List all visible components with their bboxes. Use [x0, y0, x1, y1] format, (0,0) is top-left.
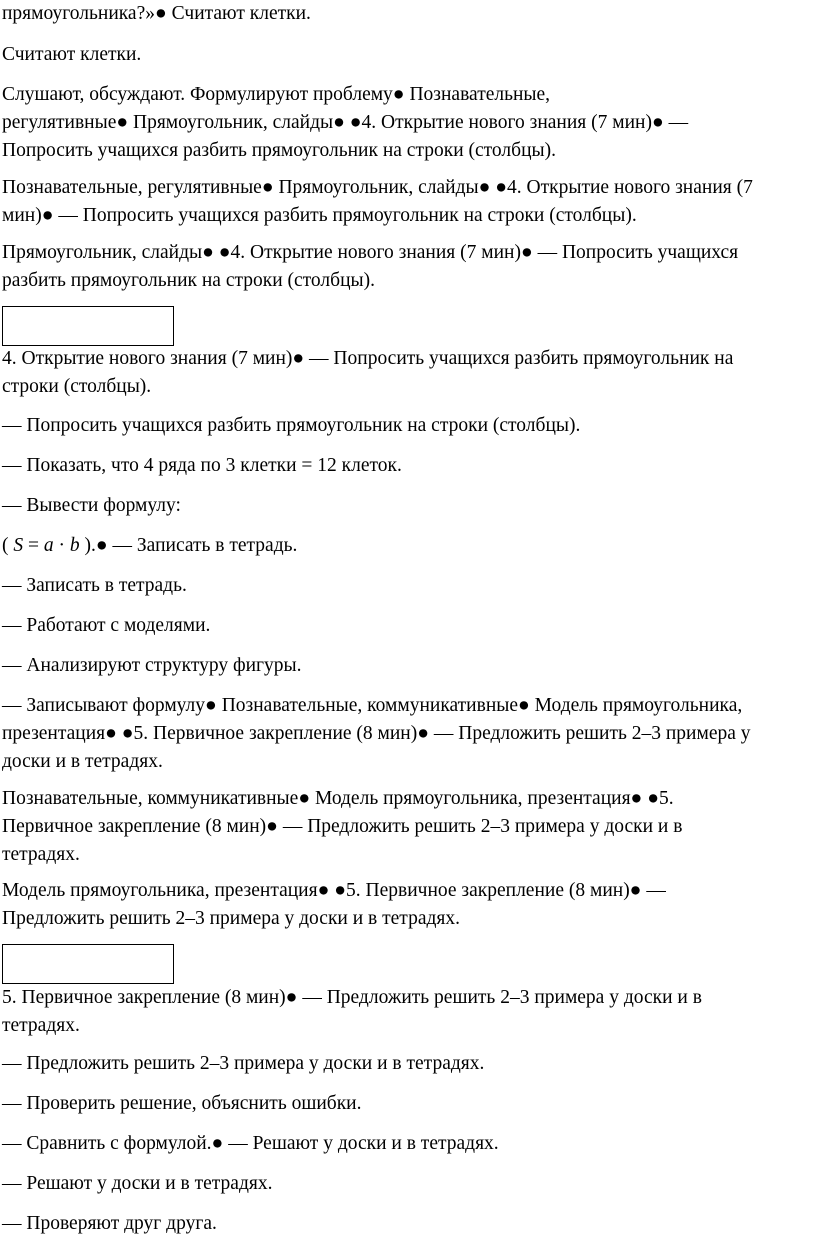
paragraph-12: — Анализируют структуру фигуры. [2, 655, 302, 676]
paragraph-4: Познавательные, регулятивные● Прямоугольник, слайды● ●4. Открытие нового знания (7 мин)● — Попросить учащихся разбить прямоугольник на строки (столбцы). [2, 177, 753, 226]
empty-cell-box-2 [2, 944, 174, 984]
paragraph-19: — Сравнить с формулой.● — Решают у доски и в тетрадях. [2, 1133, 499, 1154]
formula-s: S [13, 535, 24, 556]
paragraph-7: — Попросить учащихся разбить прямоугольник на строки (столбцы). [2, 415, 581, 436]
paragraph-8: — Показать, что 4 ряда по 3 клетки = 12 клеток. [2, 455, 402, 476]
formula-a: a [43, 535, 54, 556]
paragraph-1: прямоугольника?»● Считают клетки. [2, 3, 311, 24]
paragraph-3: Слушают, обсуждают. Формулируют проблему● Познавательные, регулятивные● Прямоугольник, слайды● ●4. Открытие нового знания (7 мин)● — Попросить учащихся разбить прямоугольник на строки (столбцы). [2, 84, 689, 161]
formula-b: b [69, 535, 80, 556]
paragraph-6: 4. Открытие нового знания (7 мин)● — Попросить учащихся разбить прямоугольник на строки (столбцы). [2, 348, 734, 397]
paragraph-13: — Записывают формулу● Познавательные, коммуникативные● Модель прямоугольника, презентация● ●5. Первичное закрепление (8 мин)● — Предложить решить 2–3 примера у доски и в тетрадях. [2, 695, 751, 772]
paragraph-18: — Проверить решение, объяснить ошибки. [2, 1093, 362, 1114]
paragraph-9: — Вывести формулу: [2, 495, 181, 516]
paragraph-21: — Проверяют друг друга. [2, 1213, 217, 1234]
formula-line: ( S = a · b ).● — Записать в тетрадь. [2, 535, 298, 556]
paragraph-10: — Записать в тетрадь. [2, 575, 187, 596]
paragraph-16: 5. Первичное закрепление (8 мин)● — Предложить решить 2–3 примера у доски и в тетрадях. [2, 987, 702, 1036]
paragraph-17: — Предложить решить 2–3 примера у доски и в тетрадях. [2, 1053, 485, 1074]
paragraph-11: — Работают с моделями. [2, 615, 211, 636]
paragraph-15: Модель прямоугольника, презентация● ●5. Первичное закрепление (8 мин)● — Предложить решить 2–3 примера у доски и в тетрадях. [2, 880, 666, 929]
paragraph-2: Считают клетки. [2, 44, 142, 65]
paragraph-5: Прямоугольник, слайды● ●4. Открытие нового знания (7 мин)● — Попросить учащихся разбить прямоугольник на строки (столбцы). [2, 242, 739, 291]
paragraph-14: Познавательные, коммуникативные● Модель прямоугольника, презентация● ●5. Первичное закрепление (8 мин)● — Предложить решить 2–3 примера у доски и в тетрадях. [2, 788, 683, 865]
paragraph-20: — Решают у доски и в тетрадях. [2, 1173, 273, 1194]
empty-cell-box [2, 306, 174, 346]
